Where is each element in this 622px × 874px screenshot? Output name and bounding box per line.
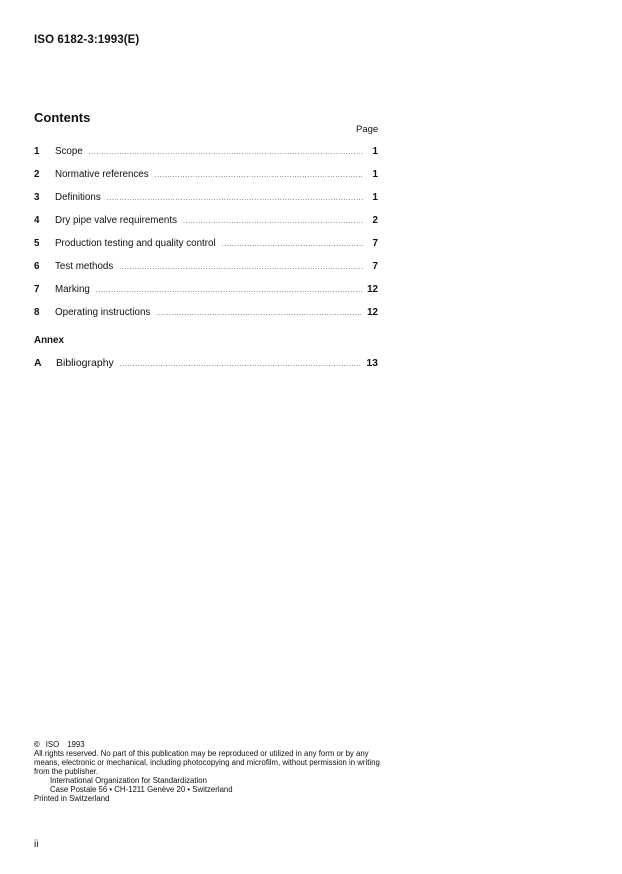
toc-entry-page: 7	[372, 238, 378, 249]
toc-dot-leader	[156, 310, 363, 317]
toc-dot-leader	[222, 241, 364, 248]
toc-entry-test-methods[interactable]	[34, 261, 378, 284]
toc-entry-title: Production testing and quality control	[55, 238, 216, 249]
toc-entry-number: 4	[34, 215, 40, 226]
toc-entry-number: 2	[34, 169, 40, 180]
toc-entry-page: 1	[372, 192, 378, 203]
toc-dot-leader	[155, 172, 364, 179]
toc-entry-number: A	[34, 357, 42, 369]
toc-entry-number: 1	[34, 146, 40, 157]
toc-entry-scope[interactable]	[34, 146, 378, 169]
toc-entry-title: Scope	[55, 146, 83, 157]
annex-contents	[34, 357, 378, 380]
toc-entry-number: 5	[34, 238, 40, 249]
toc-entry-marking[interactable]	[34, 284, 378, 307]
toc-entry-title: Normative references	[55, 169, 149, 180]
toc-entry-page: 1	[372, 169, 378, 180]
toc-dot-leader	[96, 287, 363, 294]
toc-entry-title: Marking	[55, 284, 90, 295]
toc-entry-title: Operating instructions	[55, 307, 151, 318]
toc-dot-leader	[183, 218, 364, 225]
toc-entry-title: Test methods	[55, 261, 114, 272]
copyright-symbol: ©	[34, 740, 40, 749]
copyright-owner: ISO	[45, 740, 60, 749]
page-number: ii	[34, 839, 39, 850]
toc-entry-title: Dry pipe valve requirements	[55, 215, 177, 226]
toc-dot-leader	[119, 264, 364, 271]
toc-entry-number: 6	[34, 261, 40, 272]
toc-entry-number: 7	[34, 284, 40, 295]
organization-address: Case Postale 56 • CH-1211 Genève 20 • Switzerland	[50, 785, 233, 794]
copyright-line	[34, 740, 384, 749]
toc-dot-leader	[89, 149, 364, 156]
annex-heading: Annex	[34, 335, 64, 346]
copyright-year: 1993	[67, 740, 85, 749]
contents-heading: Contents	[34, 110, 91, 125]
toc-entry-number: 3	[34, 192, 40, 203]
toc-entry-page: 12	[367, 307, 378, 318]
toc-entry-dry-pipe-valve-requirements[interactable]	[34, 215, 378, 238]
toc-entry-definitions[interactable]	[34, 192, 378, 215]
toc-entry-normative-references[interactable]	[34, 169, 378, 192]
toc-entry-page: 7	[372, 261, 378, 272]
printed-in: Printed in Switzerland	[34, 794, 110, 803]
toc-dot-leader	[120, 361, 363, 368]
toc-dot-leader	[107, 195, 364, 202]
toc-entry-production-testing[interactable]	[34, 238, 378, 261]
toc-entry-title: Definitions	[55, 192, 101, 203]
toc-entry-number: 8	[34, 307, 40, 318]
toc-entry-page: 12	[367, 284, 378, 295]
copyright-notice	[34, 740, 384, 803]
toc-entry-page: 2	[372, 215, 378, 226]
toc-entry-page: 13	[366, 357, 378, 369]
page-column-label: Page	[356, 124, 379, 135]
toc-entry-title: Bibliography	[56, 357, 114, 369]
toc-entry-operating-instructions[interactable]	[34, 307, 378, 330]
organization-name: International Organization for Standardization	[50, 776, 207, 785]
rights-statement: All rights reserved. No part of this publication may be reproduced or utilized in any form or by any means, electronic or mechanical, including photocopying and microfilm, without permission in writing from the publisher.	[34, 749, 380, 776]
toc-entry-bibliography[interactable]	[34, 357, 378, 380]
document-code: ISO 6182-3:1993(E)	[34, 34, 140, 46]
toc-entry-page: 1	[372, 146, 378, 157]
table-of-contents	[34, 146, 378, 330]
